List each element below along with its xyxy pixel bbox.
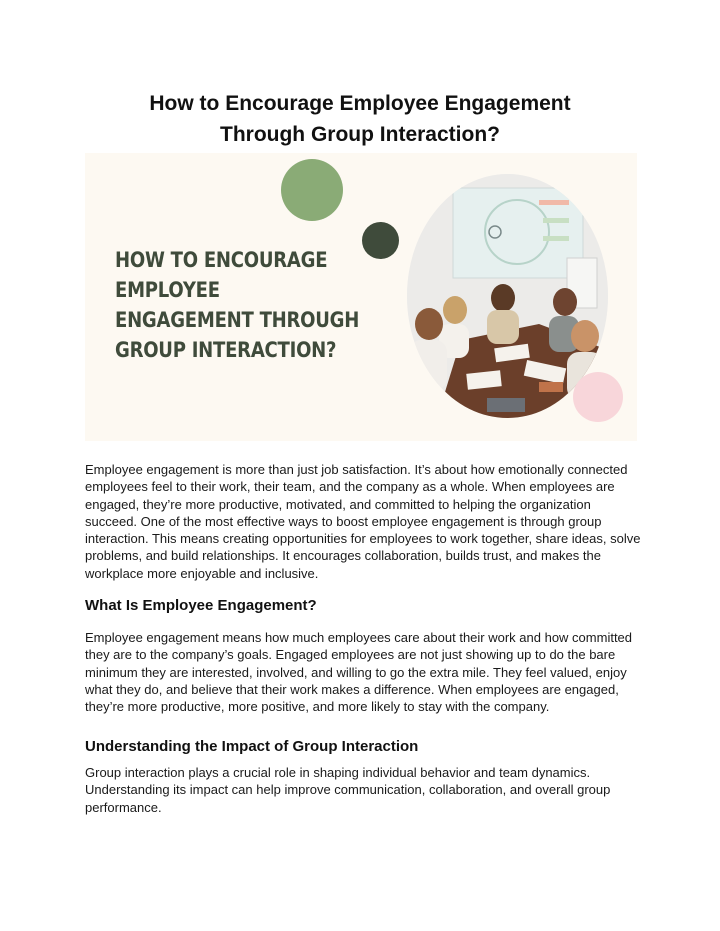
person-body bbox=[409, 340, 447, 390]
sage-circle-decoration bbox=[281, 159, 343, 221]
hero-banner bbox=[85, 153, 637, 441]
page-title bbox=[84, 88, 636, 150]
pink-circle-decoration bbox=[573, 372, 623, 422]
hero-heading-line-2: EMPLOYEE bbox=[115, 278, 220, 302]
screen-note bbox=[539, 200, 569, 205]
page-title-line-2: Through Group Interaction? bbox=[220, 123, 500, 146]
laptop bbox=[487, 398, 525, 412]
hero-heading-line-1: HOW TO ENCOURAGE bbox=[115, 248, 328, 272]
section-heading-what-is-engagement: What Is Employee Engagement? bbox=[85, 597, 317, 614]
hero-heading-line-3: ENGAGEMENT THROUGH bbox=[115, 308, 360, 332]
notebook bbox=[539, 382, 563, 392]
screen-note bbox=[543, 236, 569, 241]
person-head bbox=[491, 284, 515, 312]
screen-note bbox=[543, 218, 569, 223]
person-head bbox=[553, 288, 577, 316]
person-head bbox=[443, 296, 467, 324]
what-is-engagement-paragraph: Employee engagement means how much employees care about their work and how committed they are to the company’s goals. Engaged employees are not just showing up to do the bare minimum they are interested, involved, and willing to go the extra mile. They feel valued, enjoy what they do, and believe that their work makes a difference. When employees are engaged, they’re more productive, more positive, and more likely to stay with the company. bbox=[85, 630, 633, 715]
section-heading-group-interaction-impact: Understanding the Impact of Group Interaction bbox=[85, 738, 419, 755]
page-title-line-1: How to Encourage Employee Engagement bbox=[149, 92, 571, 115]
intro-paragraph: Employee engagement is more than just job satisfaction. It’s about how emotionally connected employees feel to their work, their team, and the company as a whole. When employees are engaged, they’re more productive, motivated, and committed to helping the organization succeed. One of the most effective ways to boost employee engagement is through group interaction. This means creating opportunities for employees to work together, share ideas, solve problems, and build relationships. It encourages collaboration, builds trust, and makes the workplace more enjoyable and inclusive. bbox=[85, 462, 641, 581]
person-body bbox=[487, 310, 519, 344]
person-head bbox=[571, 320, 599, 352]
hero-heading bbox=[115, 245, 399, 365]
hero-heading-line-4: GROUP INTERACTION? bbox=[115, 338, 337, 362]
person-head bbox=[415, 308, 443, 340]
group-interaction-impact-paragraph: Group interaction plays a crucial role in shaping individual behavior and team dynamics. Understanding its impact can help improve communication, collaboration, and overall group performance. bbox=[85, 765, 611, 815]
